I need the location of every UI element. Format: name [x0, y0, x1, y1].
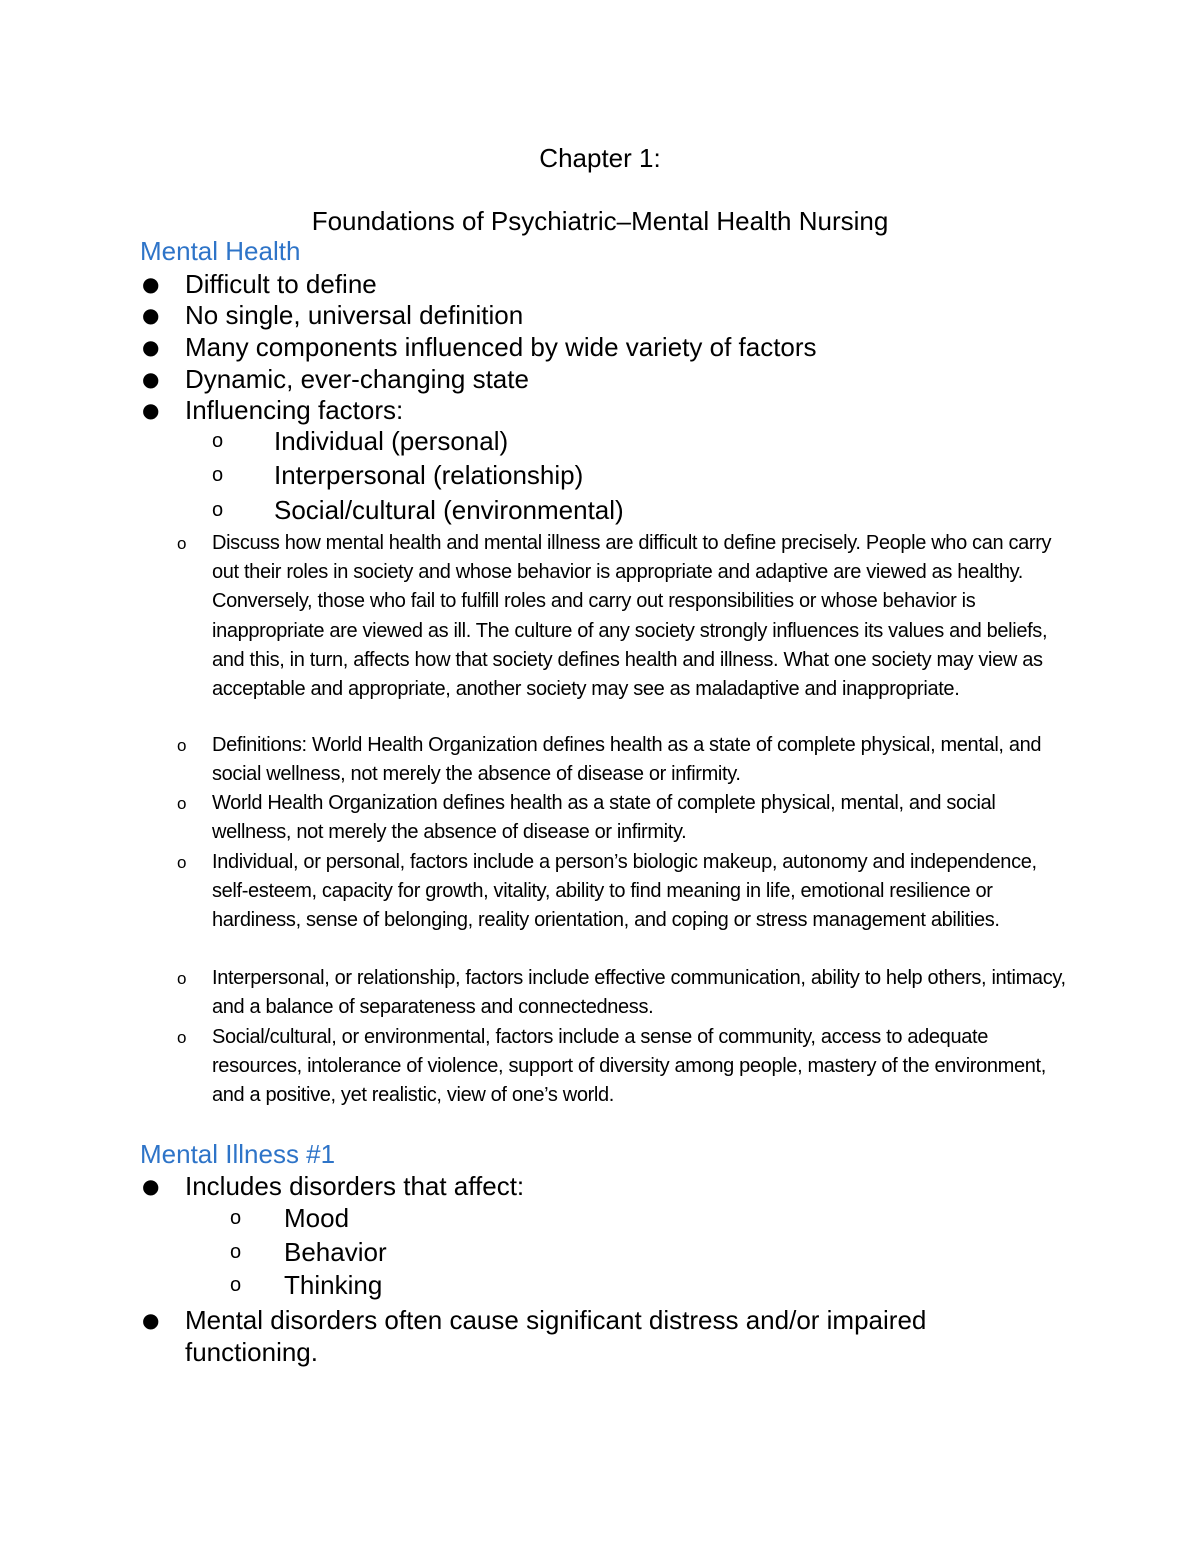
bullet-text: Mental disorders often cause significant distress and/or impaired functioning. [185, 1305, 927, 1367]
note-text: Interpersonal, or relationship, factors include effective communication, ability to help others, intimacy, and a balance of separateness and connectedness. [212, 967, 1066, 1019]
bullet-icon: ● [142, 1308, 160, 1332]
note-text: Individual, or personal, factors include a person’s biologic makeup, autonomy and independence, self-esteem, capacity for growth, vitality, ability to find meaning in life, emotional resilience or hardiness, sense of belonging, reality orientation, and coping or stress management abilities. [212, 851, 1037, 932]
bullet-text: No single, universal definition [185, 300, 524, 330]
sub-item-text: Interpersonal (relationship) [274, 460, 584, 490]
section-heading-mental-health: Mental Health [140, 236, 301, 266]
sub-item-text: Mood [284, 1203, 350, 1233]
bullet-icon: ● [142, 367, 160, 391]
circle-bullet-icon: o [177, 969, 187, 988]
circle-bullet-icon: o [177, 1028, 187, 1047]
bullet-text: Many components influenced by wide variety of factors [185, 332, 817, 362]
sub-item-text: Thinking [284, 1270, 383, 1300]
circle-bullet-icon: o [177, 736, 187, 755]
bullet-icon: ● [142, 272, 160, 296]
bullet-text: Dynamic, ever-changing state [185, 364, 529, 394]
circle-bullet-icon: o [212, 464, 224, 486]
section-heading-mental-illness: Mental Illness #1 [140, 1139, 336, 1169]
sub-item-text: Behavior [284, 1237, 387, 1267]
chapter-title: Chapter 1: [539, 143, 661, 173]
circle-bullet-icon: o [212, 430, 224, 452]
circle-bullet-icon: o [230, 1241, 242, 1263]
bullet-text: Influencing factors: [185, 395, 404, 425]
bullet-text: Includes disorders that affect: [185, 1171, 525, 1201]
bullet-icon: ● [142, 1174, 160, 1198]
sub-item-text: Social/cultural (environmental) [274, 495, 624, 525]
bullet-icon: ● [142, 335, 160, 359]
note-text: Social/cultural, or environmental, factors include a sense of community, access to adequate resources, intolerance of violence, support of diversity among people, mastery of the environment, and a positive, yet realistic, view of one’s world. [212, 1026, 1046, 1107]
chapter-subtitle: Foundations of Psychiatric–Mental Health Nursing [311, 206, 889, 236]
circle-bullet-icon: o [177, 794, 187, 813]
note-text: Definitions: World Health Organization defines health as a state of complete physical, mental, and social wellness, not merely the absence of disease or infirmity. [212, 734, 1042, 786]
bullet-text: Difficult to define [185, 269, 377, 299]
bullet-icon: ● [142, 398, 160, 422]
bullet-icon: ● [142, 303, 160, 327]
circle-bullet-icon: o [230, 1207, 242, 1229]
circle-bullet-icon: o [177, 853, 187, 872]
note-text: World Health Organization defines health as a state of complete physical, mental, and social wellness, not merely the absence of disease or infirmity. [212, 792, 996, 844]
circle-bullet-icon: o [230, 1274, 242, 1296]
circle-bullet-icon: o [177, 534, 187, 553]
circle-bullet-icon: o [212, 499, 224, 521]
sub-item-text: Individual (personal) [274, 426, 509, 456]
note-text: Discuss how mental health and mental illness are difficult to define precisely. People who can carry out their roles in society and whose behavior is appropriate and adaptive are viewed as healthy. Conversely, those who fail to fulfill roles and carry out responsibilities or whose behavior is inappropriate are viewed as ill. The culture of any society strongly influences its values and beliefs, and this, in turn, affects how that society defines health and illness. What one society may view as acceptable and appropriate, another society may see as maladaptive and inappropriate. [212, 532, 1052, 701]
